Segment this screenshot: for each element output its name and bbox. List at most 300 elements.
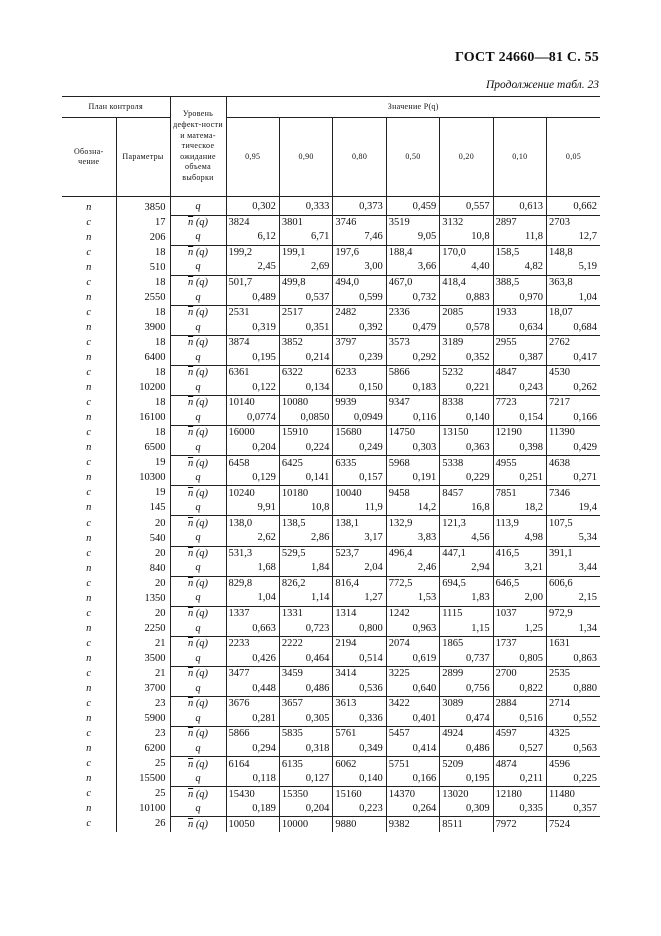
- plan-parameter-cell: 23: [116, 697, 170, 712]
- value-cell: 1,14: [279, 591, 332, 606]
- plan-code-cell: n: [86, 562, 92, 574]
- value-cell: 5761: [333, 727, 386, 742]
- value-cell: 2336: [386, 305, 439, 320]
- plan-code-cell: c: [86, 246, 92, 258]
- value-cell: 0,305: [279, 712, 332, 727]
- value-cell: 0,129: [226, 471, 279, 486]
- value-cell: 416,5: [493, 546, 546, 561]
- measure-cell: q: [170, 561, 226, 576]
- measure-cell: q: [170, 621, 226, 636]
- measure-cell: $\overline{n}$ (q): [170, 817, 226, 832]
- plan-parameter-cell: 25: [116, 757, 170, 772]
- value-cell: 3797: [333, 335, 386, 350]
- plan-parameter-cell: 15500: [116, 772, 170, 787]
- value-cell: 1933: [493, 305, 546, 320]
- value-cell: 2085: [440, 305, 493, 320]
- plan-parameter-cell: 1350: [116, 591, 170, 606]
- measure-cell: q: [170, 501, 226, 516]
- value-cell: 0,309: [440, 802, 493, 817]
- value-cell: 0,154: [493, 411, 546, 426]
- value-cell: 113,9: [493, 516, 546, 531]
- plan-parameter-cell: 19: [116, 486, 170, 501]
- value-cell: 3613: [333, 697, 386, 712]
- value-cell: 0,363: [440, 441, 493, 456]
- table-row: [62, 426, 600, 441]
- value-cell: 0,349: [333, 742, 386, 757]
- value-cell: 1631: [547, 636, 600, 651]
- plan-parameter-cell: 19: [116, 456, 170, 471]
- value-cell: 0,723: [279, 621, 332, 636]
- value-cell: 4874: [493, 757, 546, 772]
- measure-cell: q: [170, 772, 226, 787]
- value-cell: 1,15: [440, 621, 493, 636]
- value-cell: 11390: [547, 426, 600, 441]
- value-cell: 2955: [493, 335, 546, 350]
- value-cell: 4597: [493, 727, 546, 742]
- value-cell: 467,0: [386, 275, 439, 290]
- table-row: [62, 817, 600, 832]
- value-cell: 3,21: [493, 561, 546, 576]
- measure-cell: q: [170, 290, 226, 305]
- plan-parameter-cell: 3700: [116, 682, 170, 697]
- value-cell: 10050: [226, 817, 279, 832]
- value-cell: 2,00: [493, 591, 546, 606]
- value-cell: 1242: [386, 606, 439, 621]
- plan-code-cell: c: [86, 818, 92, 830]
- value-cell: 0,599: [333, 290, 386, 305]
- value-cell: 0,281: [226, 712, 279, 727]
- value-cell: 1,53: [386, 591, 439, 606]
- value-cell: 7217: [547, 396, 600, 411]
- value-cell: 197,6: [333, 245, 386, 260]
- plan-parameter-cell: 10100: [116, 802, 170, 817]
- table-row: [62, 712, 600, 727]
- plan-parameter-cell: 21: [116, 666, 170, 681]
- value-cell: 6233: [333, 366, 386, 381]
- measure-cell: q: [170, 441, 226, 456]
- value-cell: 5338: [440, 456, 493, 471]
- value-cell: 14,2: [386, 501, 439, 516]
- value-cell: 0,634: [493, 320, 546, 335]
- value-cell: 3852: [279, 335, 332, 350]
- plan-parameter-cell: 2550: [116, 290, 170, 305]
- plan-parameter-cell: 20: [116, 516, 170, 531]
- value-cell: 1,34: [547, 621, 600, 636]
- measure-cell: $\overline{n}$ (q): [170, 757, 226, 772]
- plan-code-cell: c: [86, 667, 92, 679]
- value-cell: 1,84: [279, 561, 332, 576]
- value-cell: 10180: [279, 486, 332, 501]
- value-cell: 447,1: [440, 546, 493, 561]
- plan-code-cell: n: [86, 743, 92, 755]
- value-cell: 0,662: [547, 197, 600, 216]
- value-cell: 4638: [547, 456, 600, 471]
- value-cell: 0,118: [226, 772, 279, 787]
- plan-code-cell: n: [86, 532, 92, 544]
- value-cell: 18,07: [547, 305, 600, 320]
- plan-code-cell: c: [86, 547, 92, 559]
- value-cell: 0,319: [226, 320, 279, 335]
- value-header: Значение P(q): [226, 97, 600, 118]
- value-cell: 1037: [493, 606, 546, 621]
- value-cell: 2,62: [226, 531, 279, 546]
- measure-cell: q: [170, 381, 226, 396]
- value-cell: 12180: [493, 787, 546, 802]
- value-cell: 0,303: [386, 441, 439, 456]
- value-cell: 0,459: [386, 197, 439, 216]
- value-cell: 0,224: [279, 441, 332, 456]
- plan-parameter-cell: 206: [116, 230, 170, 245]
- table-row: [62, 787, 600, 802]
- plan-code-cell: c: [86, 487, 92, 499]
- value-cell: 13020: [440, 787, 493, 802]
- plan-parameter-cell: 18: [116, 275, 170, 290]
- value-cell: 138,1: [333, 516, 386, 531]
- value-cell: 3132: [440, 215, 493, 230]
- value-cell: 0,392: [333, 320, 386, 335]
- measure-cell: $\overline{n}$ (q): [170, 576, 226, 591]
- value-cell: 4530: [547, 366, 600, 381]
- plan-parameter-cell: 18: [116, 245, 170, 260]
- value-cell: 0,211: [493, 772, 546, 787]
- measure-cell: $\overline{n}$ (q): [170, 727, 226, 742]
- value-cell: 10240: [226, 486, 279, 501]
- value-cell: 11,9: [333, 501, 386, 516]
- value-cell: 0,225: [547, 772, 600, 787]
- value-cell: 0,189: [226, 802, 279, 817]
- measure-cell: $\overline{n}$ (q): [170, 366, 226, 381]
- plan-code-cell: n: [86, 231, 92, 243]
- value-cell: 14750: [386, 426, 439, 441]
- measure-cell: q: [170, 742, 226, 757]
- value-cell: 0,429: [547, 441, 600, 456]
- plan-parameter-cell: 18: [116, 305, 170, 320]
- value-cell: 121,3: [440, 516, 493, 531]
- value-cell: 816,4: [333, 576, 386, 591]
- value-cell: 12190: [493, 426, 546, 441]
- value-cell: 0,116: [386, 411, 439, 426]
- value-cell: 0,127: [279, 772, 332, 787]
- value-cell: 0,516: [493, 712, 546, 727]
- value-cell: 11480: [547, 787, 600, 802]
- table-row: [62, 666, 600, 681]
- value-cell: 2,94: [440, 561, 493, 576]
- value-cell: 494,0: [333, 275, 386, 290]
- value-cell: 7972: [493, 817, 546, 832]
- value-cell: 138,0: [226, 516, 279, 531]
- value-cell: 0,357: [547, 802, 600, 817]
- value-cell: 5866: [386, 366, 439, 381]
- value-cell: 0,737: [440, 651, 493, 666]
- plan-code-cell: c: [86, 728, 92, 740]
- value-cell: 10140: [226, 396, 279, 411]
- plan-parameter-cell: 145: [116, 501, 170, 516]
- table-row: [62, 576, 600, 591]
- measure-cell: q: [170, 197, 226, 216]
- value-cell: 5968: [386, 456, 439, 471]
- table-row: [62, 772, 600, 787]
- table-row: [62, 697, 600, 712]
- measure-cell: q: [170, 651, 226, 666]
- plan-code-cell: n: [86, 201, 92, 213]
- plan-parameter-cell: 10200: [116, 381, 170, 396]
- value-cell: 2884: [493, 697, 546, 712]
- table-row: [62, 456, 600, 471]
- value-cell: 6322: [279, 366, 332, 381]
- plan-code-cell: c: [86, 367, 92, 379]
- value-cell: 0,805: [493, 651, 546, 666]
- plan-code-cell: n: [86, 502, 92, 514]
- value-cell: 3801: [279, 215, 332, 230]
- value-cell: 2,86: [279, 531, 332, 546]
- value-cell: 2703: [547, 215, 600, 230]
- value-cell: 0,122: [226, 381, 279, 396]
- value-cell: 0,448: [226, 682, 279, 697]
- value-cell: 14370: [386, 787, 439, 802]
- measure-cell: $\overline{n}$ (q): [170, 546, 226, 561]
- value-cell: 0,883: [440, 290, 493, 305]
- value-cell: 6335: [333, 456, 386, 471]
- value-cell: 3459: [279, 666, 332, 681]
- value-cell: 5209: [440, 757, 493, 772]
- plan-code-cell: n: [86, 592, 92, 604]
- plan-parameter-cell: 540: [116, 531, 170, 546]
- value-cell: 138,5: [279, 516, 332, 531]
- table-row: [62, 606, 600, 621]
- table-row: [62, 260, 600, 275]
- table-row: [62, 290, 600, 305]
- value-cell: 6,71: [279, 230, 332, 245]
- plan-parameter-cell: 20: [116, 546, 170, 561]
- value-cell: 0,613: [493, 197, 546, 216]
- value-cell: 0,732: [386, 290, 439, 305]
- value-cell: 8457: [440, 486, 493, 501]
- value-cell: 1,83: [440, 591, 493, 606]
- value-cell: 9,05: [386, 230, 439, 245]
- value-cell: 0,373: [333, 197, 386, 216]
- value-cell: 15910: [279, 426, 332, 441]
- table-row: [62, 381, 600, 396]
- value-cell: 606,6: [547, 576, 600, 591]
- value-cell: 1314: [333, 606, 386, 621]
- value-cell: 3676: [226, 697, 279, 712]
- plan-parameter-cell: 18: [116, 335, 170, 350]
- value-cell: 0,756: [440, 682, 493, 697]
- value-cell: 13150: [440, 426, 493, 441]
- value-cell: 0,863: [547, 651, 600, 666]
- value-cell: 0,262: [547, 381, 600, 396]
- table-row: [62, 651, 600, 666]
- value-cell: 829,8: [226, 576, 279, 591]
- value-cell: 4596: [547, 757, 600, 772]
- value-cell: 1,27: [333, 591, 386, 606]
- value-cell: 3225: [386, 666, 439, 681]
- plan-parameter-cell: 10300: [116, 471, 170, 486]
- value-cell: 1,04: [547, 290, 600, 305]
- value-cell: 6062: [333, 757, 386, 772]
- plan-parameter-cell: 840: [116, 561, 170, 576]
- value-cell: 1337: [226, 606, 279, 621]
- plan-code-cell: c: [86, 788, 92, 800]
- value-cell: 0,264: [386, 802, 439, 817]
- value-cell: 2700: [493, 666, 546, 681]
- value-cell: 5866: [226, 727, 279, 742]
- plan-parameter-cell: 17: [116, 215, 170, 230]
- value-cell: 972,9: [547, 606, 600, 621]
- value-cell: 132,9: [386, 516, 439, 531]
- value-cell: 0,527: [493, 742, 546, 757]
- value-cell: 0,204: [226, 441, 279, 456]
- measure-cell: $\overline{n}$ (q): [170, 666, 226, 681]
- value-cell: 0,486: [279, 682, 332, 697]
- value-cell: 0,479: [386, 320, 439, 335]
- measure-cell: q: [170, 411, 226, 426]
- plan-parameter-cell: 18: [116, 366, 170, 381]
- plan-code-cell: c: [86, 698, 92, 710]
- measure-cell: $\overline{n}$ (q): [170, 697, 226, 712]
- table-row: [62, 275, 600, 290]
- p-column-header: 0,05: [547, 118, 600, 197]
- plan-code-cell: n: [86, 683, 92, 695]
- value-cell: 15160: [333, 787, 386, 802]
- value-cell: 0,249: [333, 441, 386, 456]
- value-cell: 7346: [547, 486, 600, 501]
- value-cell: 0,552: [547, 712, 600, 727]
- value-cell: 170,0: [440, 245, 493, 260]
- plan-code-cell: c: [86, 758, 92, 770]
- plan-header: План контроля: [62, 97, 170, 118]
- value-cell: 15350: [279, 787, 332, 802]
- value-cell: 1737: [493, 636, 546, 651]
- plan-parameter-cell: 2250: [116, 621, 170, 636]
- value-cell: 0,140: [440, 411, 493, 426]
- value-cell: 6425: [279, 456, 332, 471]
- plan-parameter-cell: 26: [116, 817, 170, 832]
- value-cell: 496,4: [386, 546, 439, 561]
- value-cell: 4,40: [440, 260, 493, 275]
- measure-cell: $\overline{n}$ (q): [170, 215, 226, 230]
- table-row: [62, 591, 600, 606]
- value-cell: 3519: [386, 215, 439, 230]
- value-cell: 1115: [440, 606, 493, 621]
- measure-cell: q: [170, 712, 226, 727]
- value-cell: 0,335: [493, 802, 546, 817]
- table-row: [62, 561, 600, 576]
- value-cell: 0,204: [279, 802, 332, 817]
- value-cell: 363,8: [547, 275, 600, 290]
- measure-cell: $\overline{n}$ (q): [170, 275, 226, 290]
- value-cell: 158,5: [493, 245, 546, 260]
- value-cell: 0,489: [226, 290, 279, 305]
- value-cell: 10,8: [279, 501, 332, 516]
- value-cell: 0,822: [493, 682, 546, 697]
- measure-cell: q: [170, 531, 226, 546]
- value-cell: 2531: [226, 305, 279, 320]
- value-cell: 0,352: [440, 350, 493, 365]
- table-row: [62, 742, 600, 757]
- plan-code-cell: n: [86, 442, 92, 454]
- value-cell: 199,2: [226, 245, 279, 260]
- value-cell: 6135: [279, 757, 332, 772]
- table-row: [62, 366, 600, 381]
- value-cell: 3,44: [547, 561, 600, 576]
- value-cell: 9,91: [226, 501, 279, 516]
- value-cell: 4847: [493, 366, 546, 381]
- table-row: [62, 682, 600, 697]
- param-header: Параметры: [116, 118, 170, 197]
- value-cell: 3089: [440, 697, 493, 712]
- table-row: [62, 636, 600, 651]
- table-row: [62, 802, 600, 817]
- plan-code-cell: n: [86, 622, 92, 634]
- table-row: [62, 411, 600, 426]
- plan-code-cell: c: [86, 607, 92, 619]
- value-cell: 10000: [279, 817, 332, 832]
- value-cell: 2762: [547, 335, 600, 350]
- plan-code-cell: n: [86, 472, 92, 484]
- plan-code-cell: n: [86, 773, 92, 785]
- table-row: [62, 441, 600, 456]
- value-cell: 2482: [333, 305, 386, 320]
- table-row: [62, 621, 600, 636]
- p-column-header: 0,90: [279, 118, 332, 197]
- plan-parameter-cell: 25: [116, 787, 170, 802]
- plan-code-cell: n: [86, 321, 92, 333]
- table-continuation-label: Продолжение табл. 23: [486, 79, 599, 91]
- table-row: [62, 215, 600, 230]
- plan-parameter-cell: 5900: [116, 712, 170, 727]
- level-header: Уровень дефект-ности и матема-тическое ожидание объема выборки: [170, 97, 226, 197]
- value-cell: 0,271: [547, 471, 600, 486]
- table-row: [62, 516, 600, 531]
- measure-cell: $\overline{n}$ (q): [170, 245, 226, 260]
- value-cell: 0,223: [333, 802, 386, 817]
- value-cell: 0,150: [333, 381, 386, 396]
- value-cell: 3,00: [333, 260, 386, 275]
- value-cell: 0,537: [279, 290, 332, 305]
- value-cell: 4,98: [493, 531, 546, 546]
- value-cell: 0,239: [333, 350, 386, 365]
- plan-code-cell: c: [86, 457, 92, 469]
- value-cell: 2074: [386, 636, 439, 651]
- table-row: [62, 197, 600, 216]
- table-row: [62, 230, 600, 245]
- value-cell: 0,157: [333, 471, 386, 486]
- value-cell: 18,2: [493, 501, 546, 516]
- value-cell: 0,221: [440, 381, 493, 396]
- value-cell: 2,69: [279, 260, 332, 275]
- plan-code-cell: c: [86, 397, 92, 409]
- value-cell: 1,04: [226, 591, 279, 606]
- value-cell: 0,134: [279, 381, 332, 396]
- value-cell: 0,536: [333, 682, 386, 697]
- value-cell: 9382: [386, 817, 439, 832]
- value-cell: 0,333: [279, 197, 332, 216]
- plan-parameter-cell: 18: [116, 426, 170, 441]
- table-row: [62, 471, 600, 486]
- value-cell: 5835: [279, 727, 332, 742]
- value-cell: 6458: [226, 456, 279, 471]
- value-cell: 0,663: [226, 621, 279, 636]
- value-cell: 0,800: [333, 621, 386, 636]
- plan-code-cell: c: [86, 336, 92, 348]
- value-cell: 7723: [493, 396, 546, 411]
- value-cell: 1,25: [493, 621, 546, 636]
- plan-code-cell: c: [86, 427, 92, 439]
- value-cell: 2899: [440, 666, 493, 681]
- measure-cell: $\overline{n}$ (q): [170, 486, 226, 501]
- value-cell: 15680: [333, 426, 386, 441]
